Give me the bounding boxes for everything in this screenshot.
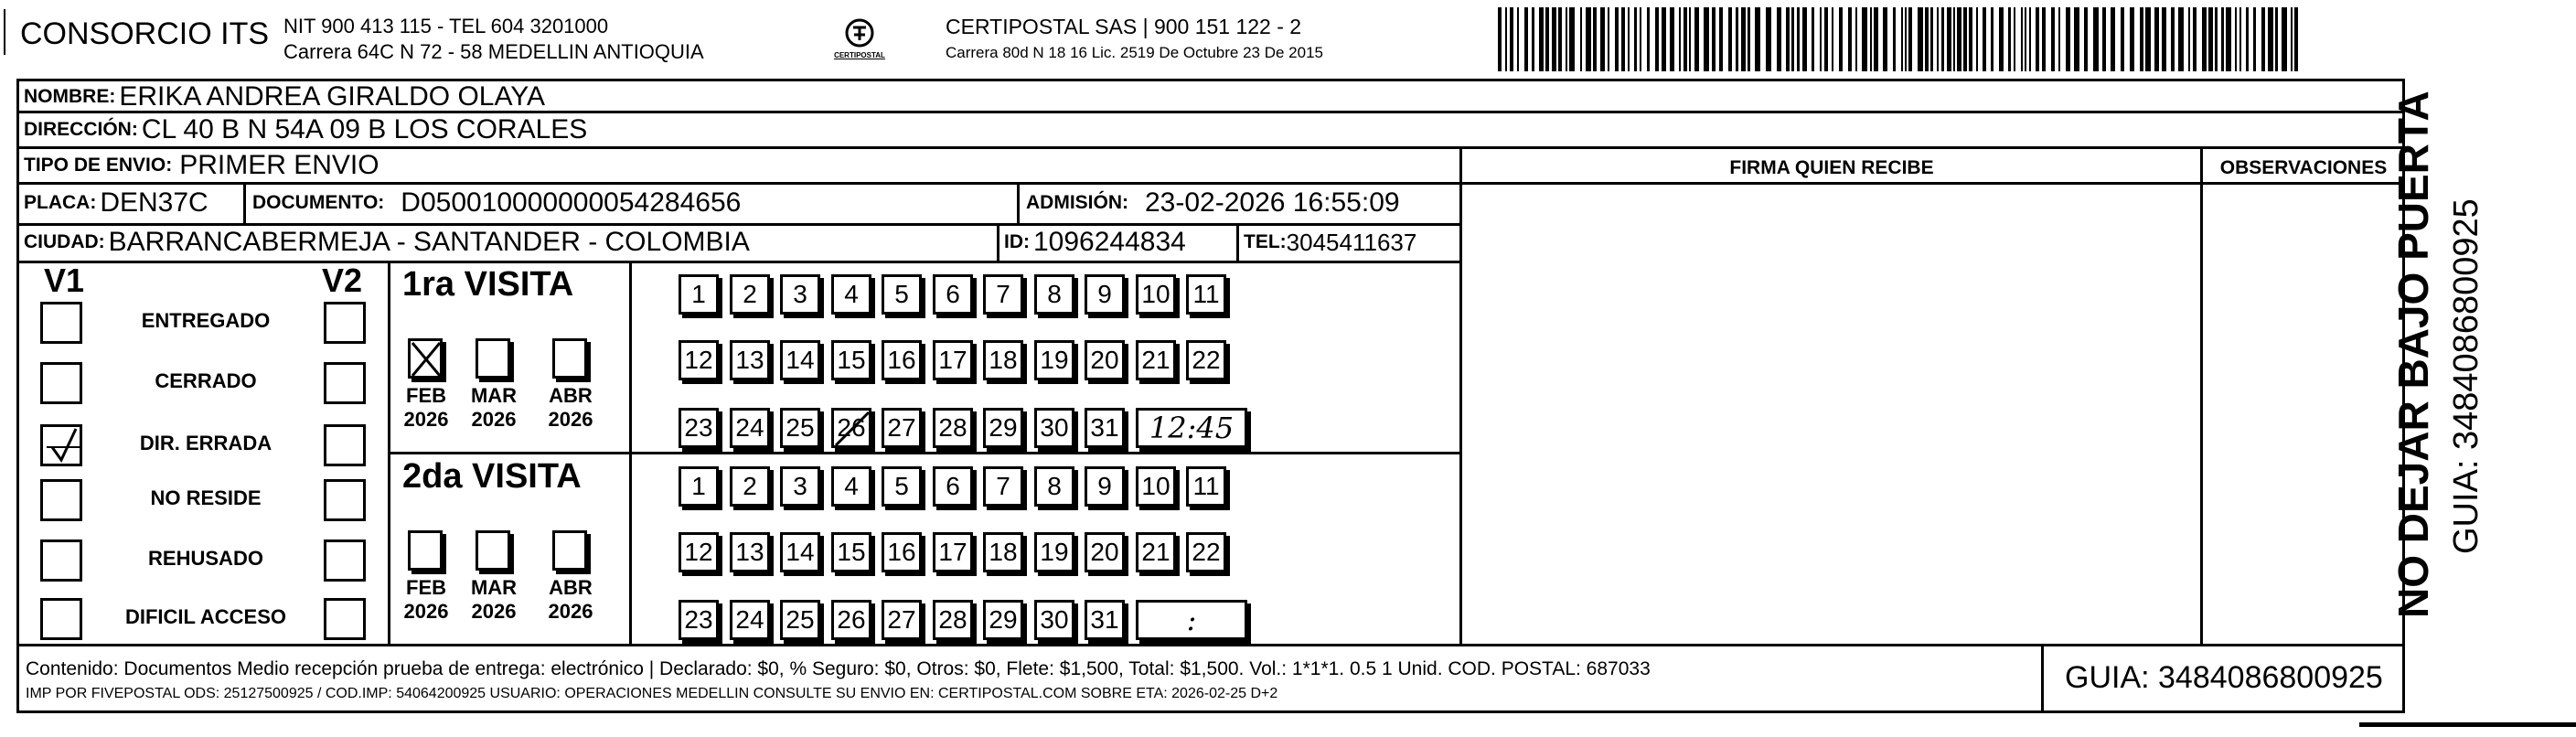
visit-title: 1ra VISITA: [402, 265, 574, 304]
v1-checkbox[interactable]: [40, 424, 82, 466]
status-label: REHUSADO: [148, 547, 263, 570]
day-box[interactable]: 3: [780, 274, 820, 315]
year-label: 2026: [471, 408, 517, 431]
day-box[interactable]: 26: [831, 600, 871, 640]
day-box[interactable]: 6: [933, 274, 973, 315]
status-label: DIFICIL ACCESO: [124, 605, 286, 628]
v1-checkbox[interactable]: [40, 479, 82, 521]
day-box[interactable]: 17: [933, 340, 973, 380]
day-cross-icon: [834, 411, 871, 454]
day-box[interactable]: 11: [1186, 466, 1226, 507]
year-label: 2026: [403, 600, 449, 623]
status-label: DIR. ERRADA: [139, 432, 273, 454]
status-label: NO RESIDE: [150, 486, 262, 509]
year-label: 2026: [548, 408, 593, 431]
month-label: FEB: [406, 576, 446, 599]
day-box[interactable]: 4: [831, 466, 871, 507]
documento-label: DOCUMENTO:: [252, 192, 385, 213]
placa-row: [24, 187, 208, 219]
v2-checkbox[interactable]: [324, 598, 366, 640]
v2-checkbox[interactable]: [324, 362, 366, 404]
v1-checkbox[interactable]: [40, 598, 82, 640]
month-checkbox[interactable]: [552, 530, 587, 571]
day-box[interactable]: 13: [730, 532, 770, 572]
day-box[interactable]: 3: [780, 466, 820, 507]
day-box[interactable]: 1: [679, 466, 719, 507]
day-box[interactable]: 21: [1136, 532, 1176, 572]
day-box[interactable]: 27: [882, 600, 922, 640]
v2-checkbox[interactable]: [324, 479, 366, 521]
x-mark-icon: [411, 341, 442, 378]
check-mark-icon: [43, 427, 83, 467]
company-nit: NIT 900 413 115 - TEL 604 3201000: [283, 15, 609, 37]
day-box[interactable]: 23: [679, 600, 719, 640]
tipo-value: PRIMER ENVIO: [179, 150, 379, 180]
day-box[interactable]: 31: [1085, 408, 1125, 448]
day-box[interactable]: 13: [730, 340, 770, 380]
tipo-label: TIPO DE ENVIO:: [24, 155, 173, 176]
day-box[interactable]: 26: [831, 408, 871, 448]
year-label: 2026: [403, 408, 449, 431]
admision-label: ADMISIÓN:: [1026, 192, 1128, 213]
day-box[interactable]: 24: [730, 408, 770, 448]
day-box[interactable]: 10: [1136, 466, 1176, 507]
day-box[interactable]: 9: [1085, 274, 1125, 315]
day-box[interactable]: 28: [933, 600, 973, 640]
day-box[interactable]: 2: [730, 466, 770, 507]
month-label: MAR: [470, 576, 518, 599]
day-box[interactable]: 30: [1034, 600, 1074, 640]
day-box[interactable]: 5: [882, 466, 922, 507]
direccion-row: [24, 113, 587, 146]
v2-checkbox[interactable]: [324, 302, 366, 344]
direccion-value: CL 40 B N 54A 09 B LOS CORALES: [141, 114, 588, 144]
month-label: ABR: [549, 384, 593, 407]
documento-field: [252, 187, 741, 219]
barcode: [1496, 7, 2301, 71]
year-label: 2026: [548, 600, 593, 623]
day-box[interactable]: 2: [730, 274, 770, 315]
company-address: Carrera 64C N 72 - 58 MEDELLIN ANTIOQUIA: [283, 40, 704, 63]
day-box[interactable]: 19: [1034, 340, 1074, 380]
day-box[interactable]: 25: [780, 600, 820, 640]
v1-checkbox[interactable]: [40, 302, 82, 344]
tel-label: TEL:: [1244, 231, 1287, 252]
v1-checkbox[interactable]: [40, 539, 82, 582]
day-box[interactable]: 11: [1186, 274, 1226, 315]
ciudad-row: [24, 226, 750, 259]
day-box[interactable]: 12: [679, 532, 719, 572]
day-box[interactable]: 16: [882, 532, 922, 572]
tel-value: 3045411637: [1286, 228, 1417, 256]
admision-value: 23-02-2026 16:55:09: [1145, 187, 1400, 218]
day-box[interactable]: 29: [983, 408, 1023, 448]
ciudad-value: BARRANCABERMEJA - SANTANDER - COLOMBIA: [108, 227, 750, 257]
day-box[interactable]: 14: [780, 340, 820, 380]
day-box[interactable]: 1: [679, 274, 719, 315]
time-box[interactable]: 12:45: [1136, 408, 1247, 448]
month-checkbox[interactable]: [476, 530, 510, 571]
admision-field: [1026, 187, 1400, 219]
day-box[interactable]: 9: [1085, 466, 1125, 507]
nombre-row: [24, 80, 545, 113]
side-guia: GUIA: 3484086800925: [2447, 198, 2485, 554]
logo-caption: CERTIPOSTAL: [834, 51, 885, 59]
day-box[interactable]: 31: [1085, 600, 1125, 640]
id-label: ID:: [1004, 231, 1030, 252]
tel-field: [1244, 226, 1416, 259]
placa-label: PLACA:: [24, 192, 97, 213]
day-box[interactable]: 25: [780, 408, 820, 448]
day-box[interactable]: 15: [831, 532, 871, 572]
day-box[interactable]: 10: [1136, 274, 1176, 315]
day-box[interactable]: 17: [933, 532, 973, 572]
day-box[interactable]: 20: [1085, 340, 1125, 380]
day-box[interactable]: 4: [831, 274, 871, 315]
month-checkbox[interactable]: [408, 530, 443, 571]
time-box[interactable]: :: [1136, 600, 1247, 640]
month-label: FEB: [406, 384, 446, 407]
month-checkbox[interactable]: [552, 338, 587, 379]
day-box[interactable]: 19: [1034, 532, 1074, 572]
day-box[interactable]: 28: [933, 408, 973, 448]
v2-checkbox[interactable]: [324, 424, 366, 466]
day-box[interactable]: 5: [882, 274, 922, 315]
month-label: MAR: [470, 384, 518, 407]
day-box[interactable]: 22: [1186, 340, 1226, 380]
certipostal-logo: [823, 15, 896, 66]
day-box[interactable]: 12: [679, 340, 719, 380]
day-box[interactable]: 23: [679, 408, 719, 448]
day-box[interactable]: 18: [983, 340, 1023, 380]
day-box[interactable]: 14: [780, 532, 820, 572]
month-checkbox[interactable]: [408, 338, 443, 379]
v2-checkbox[interactable]: [324, 539, 366, 582]
footer-contenido: Contenido: Documentos Medio recepción prueba de entrega: electrónico | Declarado: $0, % Seguro: $0, Otros: $0, Flete: $1,500, Total: $1,500. Vol.: 1*1*1. 0.5 1 Unid. COD. POSTAL: 687033: [26, 658, 1651, 679]
year-label: 2026: [471, 600, 517, 623]
tipo-row: [24, 149, 379, 182]
observaciones-label: OBSERVACIONES: [2219, 157, 2388, 178]
v1-label: V1: [44, 262, 85, 299]
side-warning: NO DEJAR BAJO PUERTA: [2389, 91, 2437, 618]
id-value: 1096244834: [1033, 227, 1186, 257]
month-checkbox[interactable]: [476, 338, 510, 379]
month-label: ABR: [549, 576, 593, 599]
day-box[interactable]: 20: [1085, 532, 1125, 572]
day-box[interactable]: 29: [983, 600, 1023, 640]
company-name: CONSORCIO ITS: [20, 16, 270, 51]
footer-guia: GUIA: 3484086800925: [2065, 660, 2383, 695]
day-box[interactable]: 6: [933, 466, 973, 507]
day-box[interactable]: 24: [730, 600, 770, 640]
ciudad-label: CIUDAD:: [24, 231, 105, 252]
status-label: CERRADO: [155, 369, 257, 392]
direccion-label: DIRECCIÓN:: [24, 119, 138, 140]
status-label: ENTREGADO: [141, 309, 271, 332]
id-field: [1004, 226, 1186, 259]
day-box[interactable]: 16: [882, 340, 922, 380]
placa-value: DEN37C: [100, 187, 208, 218]
day-box[interactable]: 8: [1034, 466, 1074, 507]
day-box[interactable]: 7: [983, 274, 1023, 315]
v1-checkbox[interactable]: [40, 362, 82, 404]
day-box[interactable]: 21: [1136, 340, 1176, 380]
firma-label: FIRMA QUIEN RECIBE: [1729, 157, 1934, 178]
day-box[interactable]: 8: [1034, 274, 1074, 315]
nombre-value: ERIKA ANDREA GIRALDO OLAYA: [119, 81, 546, 112]
v2-label: V2: [322, 262, 363, 299]
day-box[interactable]: 27: [882, 408, 922, 448]
day-box[interactable]: 18: [983, 532, 1023, 572]
day-box[interactable]: 7: [983, 466, 1023, 507]
courier-name: CERTIPOSTAL SAS | 900 151 122 - 2: [946, 15, 1302, 38]
day-box[interactable]: 15: [831, 340, 871, 380]
visit-title: 2da VISITA: [402, 457, 582, 496]
documento-value: D050010000000054284656: [401, 187, 742, 218]
courier-license: Carrera 80d N 18 16 Lic. 2519 De Octubre 23 De 2015: [946, 44, 1323, 61]
footer-imp: IMP POR FIVEPOSTAL ODS: 25127500925 / COD.IMP: 54064200925 USUARIO: OPERACIONES MEDELLIN CONSULTE SU ENVIO EN: CERTIPOSTAL.COM SOBRE ETA: 2026-02-25 D+2: [26, 686, 1278, 701]
day-box[interactable]: 22: [1186, 532, 1226, 572]
nombre-label: NOMBRE:: [24, 86, 116, 107]
day-box[interactable]: 30: [1034, 408, 1074, 448]
barcode-graphic: [1496, 7, 2301, 71]
